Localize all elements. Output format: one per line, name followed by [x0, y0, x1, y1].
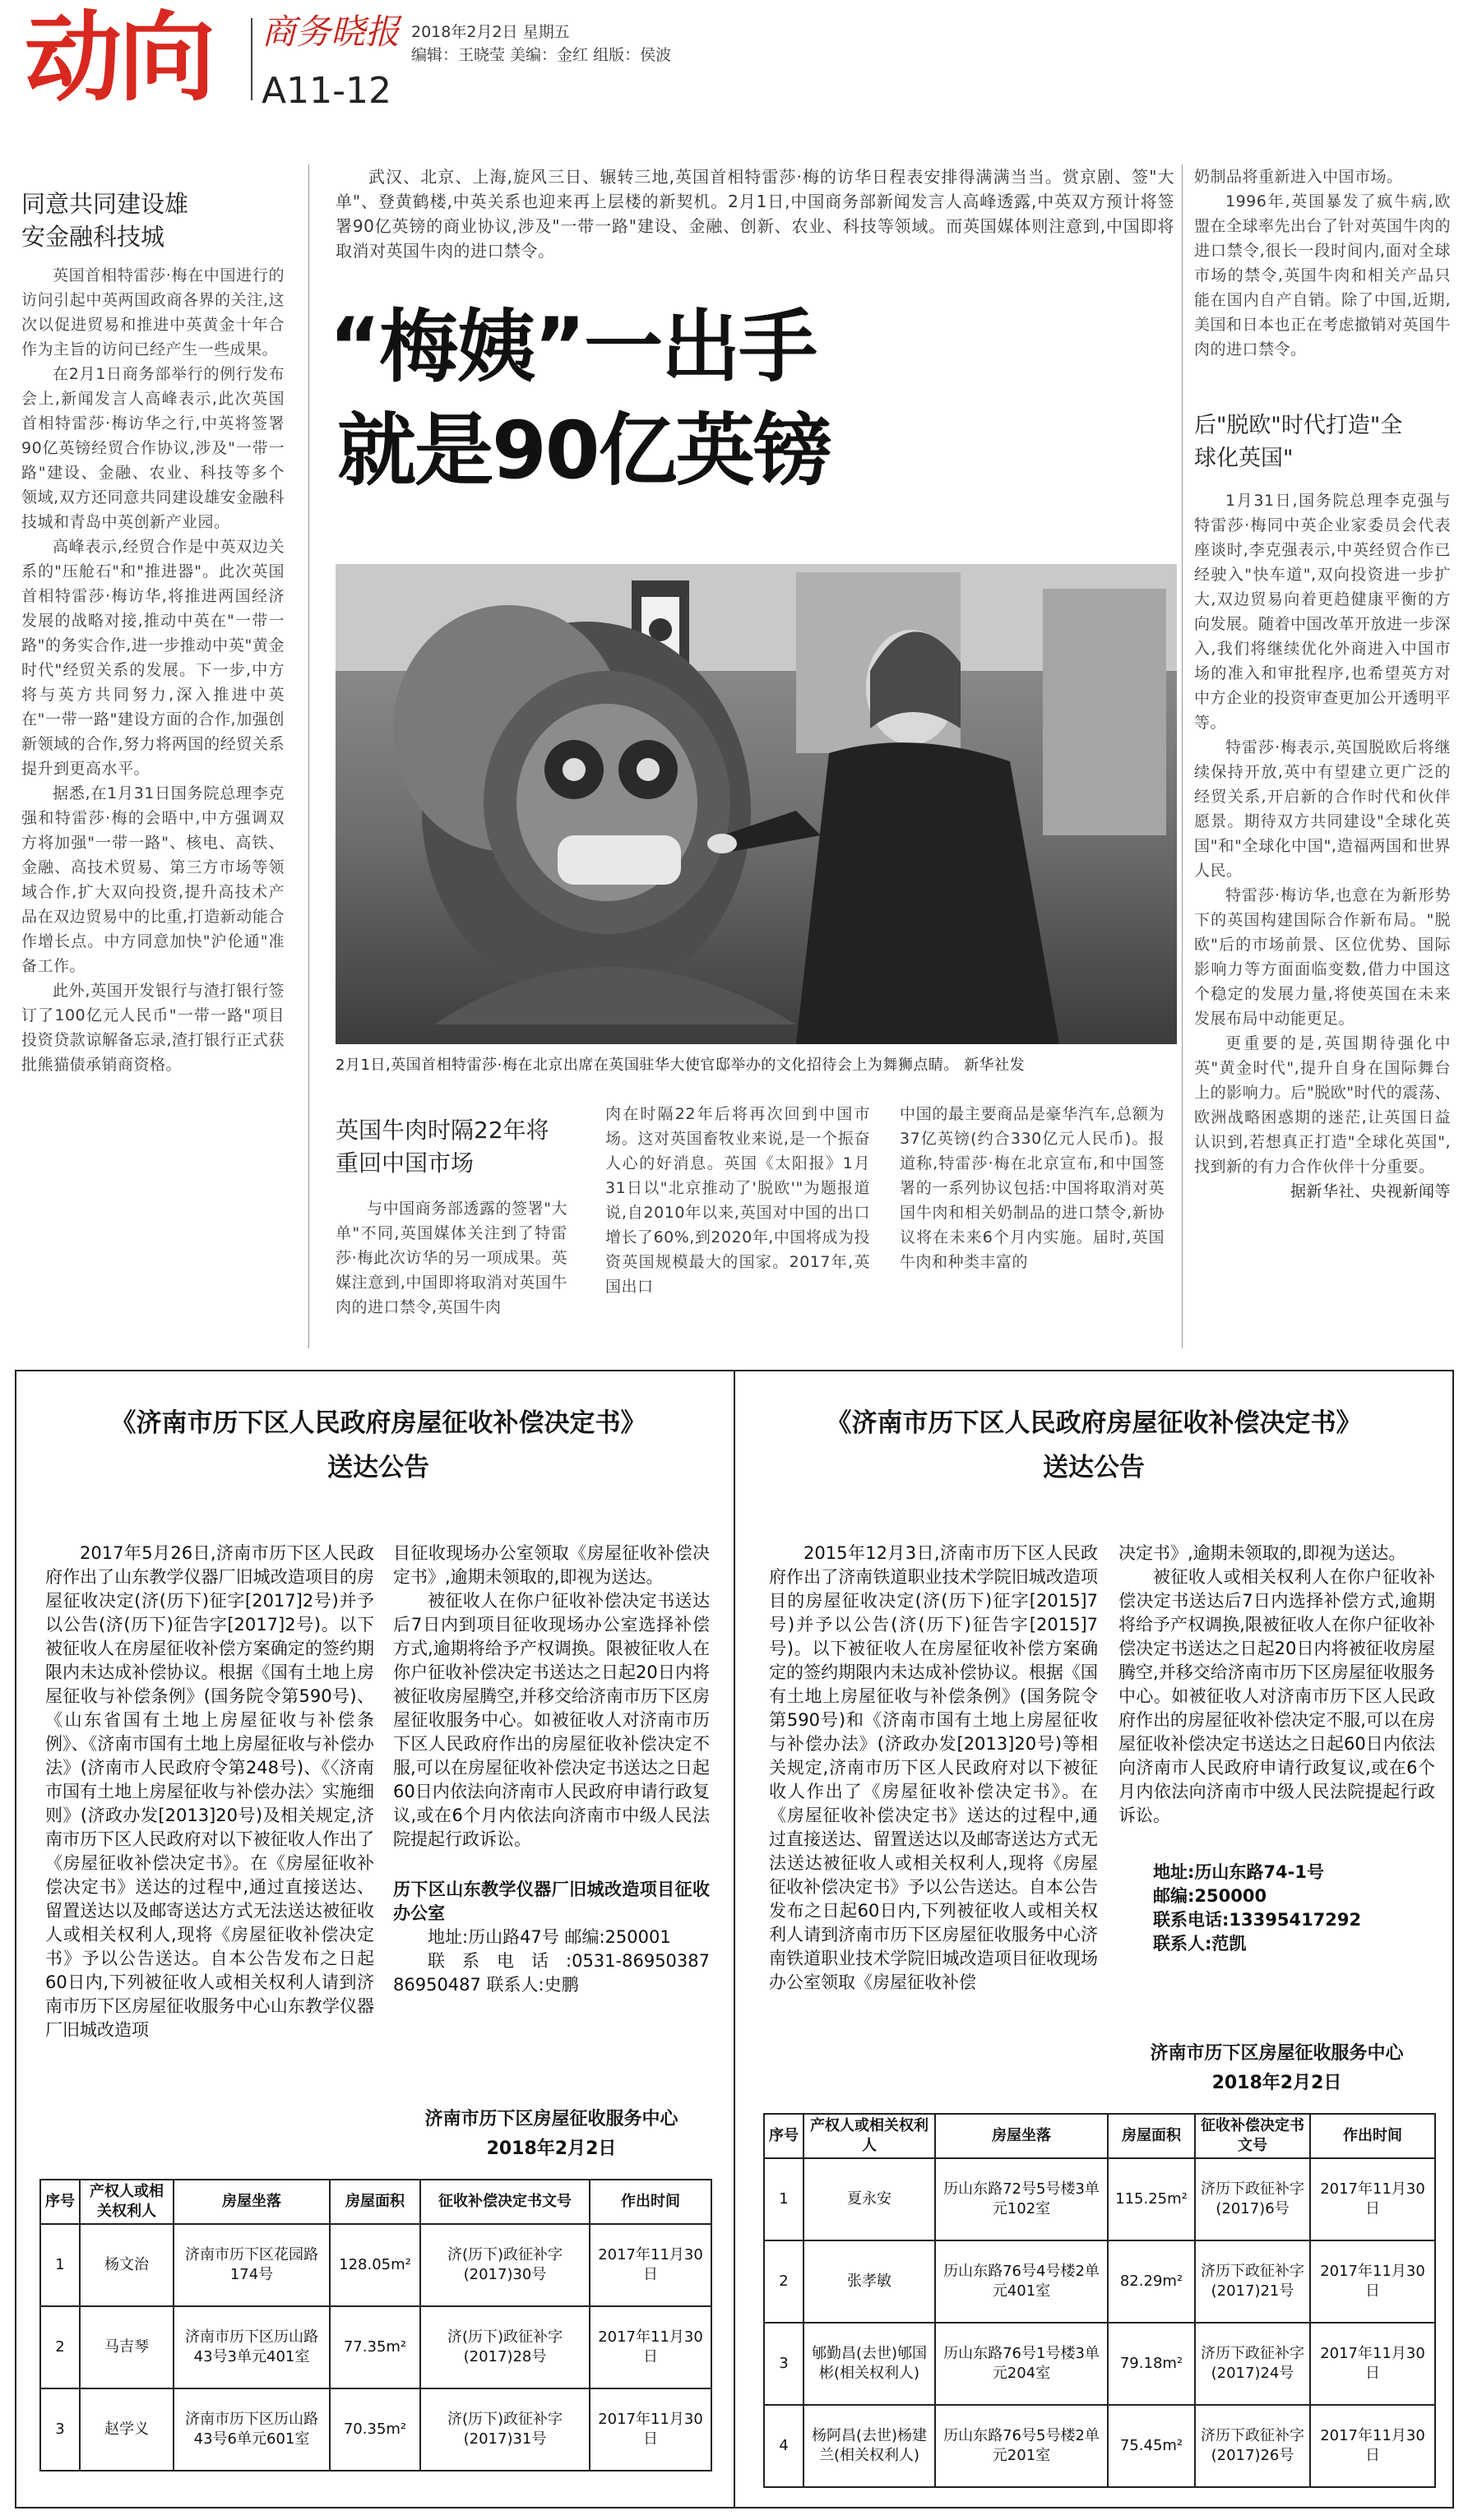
notice-left-office: 历下区山东教学仪器厂旧城改造项目征收办公室	[393, 1880, 710, 1923]
left-para-1: 英国首相特雷莎·梅在中国进行的访问引起中英两国政商各界的关注,这次以促进贸易和推进中英黄金十年合作为主旨的访问已经产生一些成果。	[21, 266, 285, 358]
table-cell: 济历下政征补字(2017)21号	[1195, 2240, 1310, 2323]
table-cell: 2017年11月30日	[1310, 2240, 1435, 2323]
table-cell: 张孝敏	[803, 2240, 935, 2323]
table-header-row	[40, 2180, 711, 2224]
table-cell: 马吉琴	[80, 2306, 174, 2388]
table-cell: 2017年11月30日	[1310, 2405, 1435, 2487]
table-header: 产权人或相关权利人	[803, 2114, 935, 2158]
news-photo	[336, 564, 1177, 1044]
right-para-1: 1996年,英国暴发了疯牛病,欧盟在全球率先出台了针对英国牛肉的进口禁令,很长一段时间内,面对全球市场的禁令,英国牛肉和相关产品只能在国内自产自销。除了中国,近期,美国和日本也正在考虑撤销对英国牛肉的进口禁令。	[1194, 192, 1452, 358]
beef-col-2: 肉在时隔22年后将再次回到中国市场。这对英国畜牧业来说,是一个振奋人心的好消息。英国《太阳报》1月31日以"北京推动了'脱欧'"为题报道说,自2010年以来,英国对中国的出口增长了60%,到2020年,中国将成为投资英国规模最大的国家。2017年,英国出口	[605, 1105, 870, 1296]
notice-right-issuer: 济南市历下区房屋征收服务中心	[1150, 2043, 1404, 2064]
notice-right-body-2: 决定书》,逾期未领取的,即视为送达。	[1118, 1543, 1406, 1563]
notice-left-issuer: 济南市历下区房屋征收服务中心	[424, 2109, 678, 2129]
notice-right-table	[763, 2113, 1436, 2488]
table-header: 序号	[40, 2180, 80, 2224]
table-cell: 济(历下)政征补字(2017)31号	[420, 2388, 590, 2471]
table-cell: 杨阿昌(去世)杨建兰(相关权利人)	[803, 2405, 935, 2487]
right-para-4: 特雷莎·梅访华,也意在为新形势下的英国构建国际合作新布局。"脱欧"后的市场前景、区位优势、国际影响力等方面面临变数,借力中国这个稳定的发展力量,将使英国在未来发展布局中动能更足。	[1194, 886, 1451, 1028]
notice-right-subtitle: 送达公告	[1043, 1453, 1145, 1482]
table-cell: 3	[40, 2388, 80, 2471]
notice-left-phone: 联系电话:0531-86950387 86950487 联系人:史鹏	[393, 1951, 710, 1995]
notice-right-body-3: 被征收人或相关权利人在你户征收补偿决定书送达后7日内选择补偿方式,逾期将给予产权调换,限被征收人在你户征收补偿决定书送达之日起20日内将被征收房屋腾空,并移交给济南市历下区房屋征收服务中心。如被征收人对济南市历下区人民政府作出的房屋征收补偿决定不服,可以在房屋征收补偿决定书送达之日起60日内依法向济南市人民政府申请行政复议,或在6个月内依法向济南市中级人民法院提起行政诉讼。	[1118, 1567, 1435, 1825]
right-intro: 奶制品将重新进入中国市场。	[1194, 168, 1403, 186]
table-cell: 2	[764, 2240, 803, 2323]
notice-left-subtitle: 送达公告	[327, 1453, 429, 1482]
beef-col-3: 中国的最主要商品是豪华汽车,总额为37亿英镑(约合330亿元人民币)。报道称,特雷莎·梅在北京宣布,和中国签署的一系列协议包括:中国将取消对英国牛肉和相关奶制品的进口禁令,新协议将在未来6个月内实施。届时,英国牛肉和种类丰富的	[900, 1105, 1165, 1271]
table-header-row	[764, 2114, 1435, 2158]
notice-left-address: 地址:历山路47号 邮编:250001	[428, 1927, 671, 1947]
left-para-5: 此外,英国开发银行与渣打银行签订了100亿元人民币"一带一路"项目投资贷款谅解备忘录,渣打银行正式获批熊猫债承销商资格。	[21, 982, 285, 1074]
table-header: 作出时间	[590, 2180, 711, 2224]
table-cell: 历山东路76号1号楼3单元204室	[935, 2323, 1108, 2405]
notice-right-contact: 联系人:范凯	[1153, 1934, 1247, 1954]
table-cell: 75.45m²	[1108, 2405, 1195, 2487]
notices-divider	[734, 1370, 735, 2508]
table-cell: 2	[40, 2306, 80, 2388]
masthead-date: 2018年2月2日 星期五	[411, 23, 570, 41]
table-cell: 济南市历下区历山路43号3单元401室	[174, 2306, 330, 2388]
table-cell: 2017年11月30日	[590, 2388, 711, 2471]
main-headline-line2: 就是90亿英镑	[337, 405, 831, 497]
notice-left-title: 《济南市历下区人民政府房屋征收补偿决定书》	[110, 1408, 646, 1438]
notice-left-body-3: 被征收人在你户征收补偿决定书送达后7日内到项目征收现场办公室选择补偿方式,逾期将给予产权调换。限被征收人在你户征收补偿决定书送达之日起20日内将被征收房屋腾空,并移交给济南市历下区房屋征收服务中心。如被征收人对济南市历下区人民政府作出的房屋征收补偿决定不服,可以在房屋征收补偿决定书送达之日起60日内依法向济南市人民政府申请行政复议,或在6个月内依法向济南市中级人民法院提起行政诉讼。	[393, 1591, 710, 1849]
table-cell: 历山东路72号5号楼3单元102室	[935, 2158, 1108, 2240]
table-header: 房屋面积	[1108, 2114, 1195, 2158]
right-column-divider	[1182, 164, 1183, 1348]
notice-right-phone: 联系电话:13395417292	[1153, 1910, 1362, 1930]
table-cell: 济南市历下区历山路43号6单元601室	[174, 2388, 330, 2471]
table-header: 房屋坐落	[174, 2180, 330, 2224]
left-para-2: 在2月1日商务部举行的例行发布会上,新闻发言人高峰表示,此次英国首相特雷莎·梅访华之行,中英将签署90亿英镑经贸合作协议,涉及"一带一路"建设、金融、农业、科技等多个领域,双方还同意共同建设雄安金融科技城和青岛中英创新产业园。	[21, 365, 285, 531]
notice-right-postcode: 邮编:250000	[1153, 1886, 1267, 1906]
notice-left-date: 2018年2月2日	[486, 2139, 617, 2159]
table-cell: 79.18m²	[1108, 2323, 1195, 2405]
left-column-divider	[308, 164, 309, 1348]
notice-right-body-1: 2015年12月3日,济南市历下区人民政府作出了济南铁道职业技术学院旧城改造项目的房屋征收决定(济(历下)征字[2015]7号)并予以公告(济(历下)征告字[2015]7号)。以下被征收人在房屋征收补偿方案确定的签约期限内未达成补偿协议。根据《国有土地上房屋征收与补偿条例》(国务院令第590号)和《济南市国有土地上房屋征收与补偿办法》(济政办发[2013]20号)等相关规定,济南市历下区人民政府对以下被征收人作出了《房屋征收补偿决定书》。在《房屋征收补偿决定书》送达的过程中,通过直接送达、留置送达以及邮寄送达方式无法送达被征收人或相关权利人,现将《房屋征收补偿决定书》予以公告送达。自本公告发布之日起60日内,下列被征收人或相关权利人请到济南市历下区房屋征收服务中心济南铁道职业技术学院旧城改造项目征收现场办公室领取《房屋征收补偿	[769, 1543, 1098, 1992]
main-headline-line1: “梅姨”一出手	[329, 301, 817, 393]
table-cell: 82.29m²	[1108, 2240, 1195, 2323]
section-title: 动向	[25, 1, 213, 114]
table-row	[40, 2388, 711, 2471]
table-row	[764, 2323, 1435, 2405]
table-row	[764, 2405, 1435, 2487]
left-headline: 同意共同建设雄安金融科技城	[21, 190, 189, 251]
table-cell: 2017年11月30日	[590, 2306, 711, 2388]
table-cell: 济历下政征补字(2017)24号	[1195, 2323, 1310, 2405]
table-row	[40, 2306, 711, 2388]
table-cell: 济历下政征补字(2017)6号	[1195, 2158, 1310, 2240]
table-cell: 历山东路76号4号楼2单元401室	[935, 2240, 1108, 2323]
table-cell: 赵学义	[80, 2388, 174, 2471]
table-cell: 3	[764, 2323, 803, 2405]
notice-left-body-2: 目征收现场办公室领取《房屋征收补偿决定书》,逾期未领取的,即视为送达。	[393, 1543, 710, 1587]
table-cell: 2017年11月30日	[590, 2224, 711, 2306]
beef-subhead: 英国牛肉时隔22年将重回中国市场	[336, 1117, 549, 1177]
masthead-staff: 编辑：王晓莹 美编：金红 组版：侯波	[411, 46, 672, 64]
table-cell: 济(历下)政征补字(2017)28号	[420, 2306, 590, 2388]
beef-col-1: 与中国商务部透露的签署"大单"不同,英国媒体关注到了特雷莎·梅此次访华的另一项成果。英媒注意到,中国即将取消对英国牛肉的进口禁令,英国牛肉	[336, 1200, 567, 1316]
table-cell: 115.25m²	[1108, 2158, 1195, 2240]
table-cell: 2017年11月30日	[1310, 2323, 1435, 2405]
masthead-divider	[251, 18, 252, 100]
table-row	[764, 2158, 1435, 2240]
right-column-body-top	[1194, 164, 1451, 362]
table-header: 序号	[764, 2114, 803, 2158]
table-cell: 1	[40, 2224, 80, 2306]
notice-left-body-1: 2017年5月26日,济南市历下区人民政府作出了山东教学仪器厂旧城改造项目的房屋征收决定(济(历下)征字[2017]2号)并予以公告(济(历下)征告字[2017]2号)。以下被征收人在房屋征收补偿方案确定的签约期限内未达成补偿协议。根据《国有土地上房屋征收与补偿条例》(国务院令第590号)、《山东省国有土地上房屋征收与补偿条例》、《济南市国有土地上房屋征收与补偿办法》(济南市人民政府令第248号)、《〈济南市国有土地上房屋征收与补偿办法〉实施细则》(济政办发[2013]20号)及相关规定,济南市历下区人民政府对以下被征收人作出了《房屋征收补偿决定书》。在《房屋征收补偿决定书》送达的过程中,通过直接送达、留置送达以及邮寄送达方式无法送达被征收人或相关权利人,现将《房屋征收补偿决定书》予以公告送达。自本公告发布之日起60日内,下列被征收人或相关权利人请到济南市历下区房屋征收服务中心山东教学仪器厂旧城改造项	[45, 1543, 374, 2040]
table-cell: 70.35m²	[330, 2388, 420, 2471]
table-header: 作出时间	[1310, 2114, 1435, 2158]
right-subhead: 后"脱欧"时代打造"全球化英国"	[1194, 413, 1403, 471]
table-header: 征收补偿决定书文号	[1195, 2114, 1310, 2158]
table-cell: 夏永安	[803, 2158, 935, 2240]
left-para-3: 高峰表示,经贸合作是中英双边关系的"压舱石"和"推进器"。此次英国首相特雷莎·梅访华,将推进两国经济发展的战略对接,推动中英在"一带一路"的务实合作,进一步推动中英"黄金时代"经贸关系的发展。下一步,中方将与英方共同努力,深入推进中英在"一带一路"建设方面的合作,加强创新领域的合作,努力将两国的经贸关系提升到更高水平。	[21, 538, 285, 778]
table-cell: 济历下政征补字(2017)26号	[1195, 2405, 1310, 2487]
lead-paragraph: 武汉、北京、上海,旋风三日、辗转三地,英国首相特雷莎·梅的访华日程表安排得满满当当。赏京剧、签"大单"、登黄鹤楼,中英关系也迎来再上层楼的新契机。2月1日,中国商务部新闻发言人高峰透露,中英双方预计将签署90亿英镑的商业协议,涉及"一带一路"建设、金融、创新、农业、科技等领域。而英国媒体则注意到,中国即将取消对英国牛肉的进口禁令。	[336, 167, 1174, 261]
right-para-2: 1月31日,国务院总理李克强与特雷莎·梅同中英企业家委员会代表座谈时,李克强表示,中英经贸合作已经驶入"快车道",双向投资进一步扩大,双边贸易向着更趋健康平衡的方向发展。随着中国改革开放进一步深入,我们将继续优化外商进入中国市场的准入和审批程序,也希望英方对中方企业的投资审查更加公开透明平等。	[1194, 492, 1452, 732]
page-number: A11-12	[262, 70, 391, 112]
notice-left-col1	[45, 1542, 374, 2042]
right-column-body	[1194, 488, 1451, 1204]
photo-caption: 2月1日,英国首相特雷莎·梅在北京出席在英国驻华大使官邸举办的文化招待会上为舞狮点睛。 新华社发	[336, 1057, 1026, 1074]
table-header: 产权人或相关权利人	[80, 2180, 174, 2224]
table-row	[764, 2240, 1435, 2323]
notice-right-address: 地址:历山东路74-1号	[1153, 1862, 1324, 1882]
table-cell: 1	[764, 2158, 803, 2240]
table-cell: 历山东路76号5号楼2单元201室	[935, 2405, 1108, 2487]
table-cell: 77.35m²	[330, 2306, 420, 2388]
table-cell: 郇勤昌(去世)郇国彬(相关权利人)	[803, 2323, 935, 2405]
source-credit: 据新华社、央视新闻等	[1290, 1182, 1451, 1200]
table-cell: 4	[764, 2405, 803, 2487]
table-cell: 2017年11月30日	[1310, 2158, 1435, 2240]
table-cell: 济南市历下区花园路174号	[174, 2224, 330, 2306]
paper-logo: 商务晓报	[262, 12, 401, 52]
notice-left-col2	[393, 1542, 710, 1997]
table-cell: 济(历下)政征补字(2017)30号	[420, 2224, 590, 2306]
table-cell: 128.05m²	[330, 2224, 420, 2306]
table-header: 房屋面积	[330, 2180, 420, 2224]
notice-right-col1	[769, 1542, 1098, 1995]
notice-left-table	[39, 2179, 712, 2471]
left-para-4: 据悉,在1月31日国务院总理李克强和特雷莎·梅的会晤中,中方强调双方将加强"一带一路"、核电、高铁、金融、高技术贸易、第三方市场等领域合作,扩大双向投资,提升高技术产品在双边贸易中的比重,打造新动能合作增长点。中方同意加快"沪伦通"准备工作。	[21, 784, 285, 975]
notice-right-title: 《济南市历下区人民政府房屋征收补偿决定书》	[826, 1408, 1362, 1438]
table-row	[40, 2224, 711, 2306]
notice-right-col2	[1118, 1542, 1435, 1956]
table-header: 征收补偿决定书文号	[420, 2180, 590, 2224]
table-header: 房屋坐落	[935, 2114, 1108, 2158]
lion-dance-illustration	[336, 564, 1177, 1044]
notice-right-date: 2018年2月2日	[1211, 2073, 1342, 2093]
right-para-3: 特雷莎·梅表示,英国脱欧后将继续保持开放,英中有望建立更广泛的经贸关系,开启新的合作时代和伙伴愿景。期待双方共同建设"全球化英国"和"全球化中国",造福两国和世界人民。	[1194, 738, 1451, 880]
table-cell: 杨文治	[80, 2224, 174, 2306]
right-para-5: 更重要的是,英国期待强化中英"黄金时代",提升自身在国际舞台上的影响力。后"脱欧"时代的震荡、欧洲战略困惑期的迷茫,让英国日益认识到,若想真正打造"全球化英国",找到新的有力合作伙伴十分重要。	[1194, 1034, 1451, 1176]
left-column-body	[21, 263, 285, 1077]
